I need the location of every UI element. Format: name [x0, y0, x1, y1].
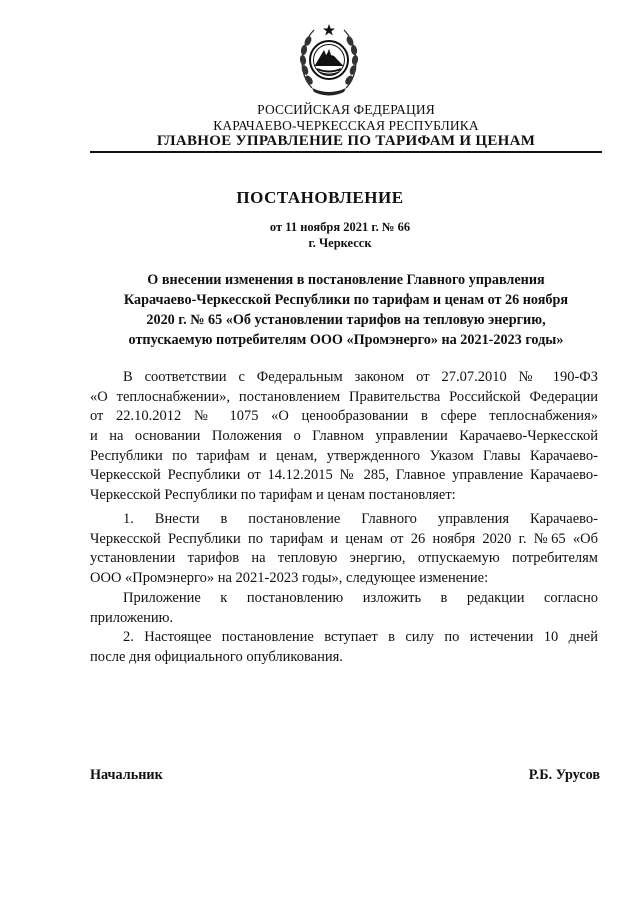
- document-date: от 11 ноября 2021 г. № 66: [269, 220, 411, 234]
- paragraph-line: Черкесской Республики по тарифам и ценам постановляет:: [90, 487, 456, 504]
- paragraph-item-1: [90, 510, 598, 589]
- paragraph-line: Черкесской Республики от 14.12.2015 № 285, Главное управление Карачаево-: [90, 467, 598, 484]
- paragraph-line: «О теплоснабжении», постановлением Правительства Российской Федерации: [90, 388, 598, 405]
- subject-line: Карачаево-Черкесской Республики по тарифам и ценам от 26 ноября: [123, 292, 569, 308]
- paragraph-line: 2. Настоящее постановление вступает в силу по истечении 10 дней: [123, 629, 598, 645]
- header-country: РОССИЙСКАЯ ФЕДЕРАЦИЯ: [257, 102, 435, 117]
- document-city: г. Черкесск: [308, 236, 372, 250]
- coat-of-arms-icon: [298, 22, 360, 98]
- paragraph-line: и на основании Положения о Главном управлении Карачаево-Черкесской: [90, 428, 598, 445]
- paragraph-line: Черкесской Республики по тарифам и ценам от 26 ноября 2020 г. №65 «Об: [90, 530, 598, 547]
- paragraph-line: приложению.: [90, 609, 174, 626]
- header-agency: ГЛАВНОЕ УПРАВЛЕНИЕ ПО ТАРИФАМ И ЦЕНАМ: [156, 133, 536, 149]
- paragraph-line: В соответствии с Федеральным законом от 27.07.2010 № 190-ФЗ: [123, 369, 598, 385]
- document-title: ПОСТАНОВЛЕНИЕ: [236, 188, 404, 207]
- paragraph-line: Республики по тарифам и ценам, утвержденного Указом Главы Карачаево-: [90, 447, 598, 464]
- paragraph-appendix: [90, 589, 598, 628]
- signature-position: Начальник: [90, 767, 163, 783]
- paragraph-item-2: [90, 628, 598, 667]
- paragraph-line: установлении тарифов на тепловую энергию, отпускаемую потребителям: [90, 550, 598, 567]
- paragraph-line: 1. Внести в постановление Главного управления Карачаево-: [123, 511, 598, 527]
- signature-name: Р.Б. Урусов: [528, 767, 600, 783]
- document-subject: [90, 270, 602, 350]
- subject-line: 2020 г. № 65 «Об установлении тарифов на тепловую энергию,: [146, 312, 546, 328]
- paragraph-preamble: [90, 368, 598, 506]
- header-divider: [90, 151, 602, 153]
- header-republic: КАРАЧАЕВО-ЧЕРКЕССКАЯ РЕСПУБЛИКА: [213, 118, 479, 133]
- paragraph-line: ООО «Промэнерго» на 2021-2023 годы», следующее изменение:: [90, 570, 489, 587]
- paragraph-line: после дня официального опубликования.: [90, 648, 343, 665]
- subject-line: отпускаемую потребителям ООО «Промэнерго» на 2021-2023 годы»: [128, 332, 564, 348]
- paragraph-line: от 22.10.2012 № 1075 «О ценообразовании в сфере теплоснабжения»: [90, 408, 598, 425]
- subject-line: О внесении изменения в постановление Главного управления: [147, 272, 545, 288]
- paragraph-line: Приложение к постановлению изложить в редакции согласно: [123, 590, 598, 606]
